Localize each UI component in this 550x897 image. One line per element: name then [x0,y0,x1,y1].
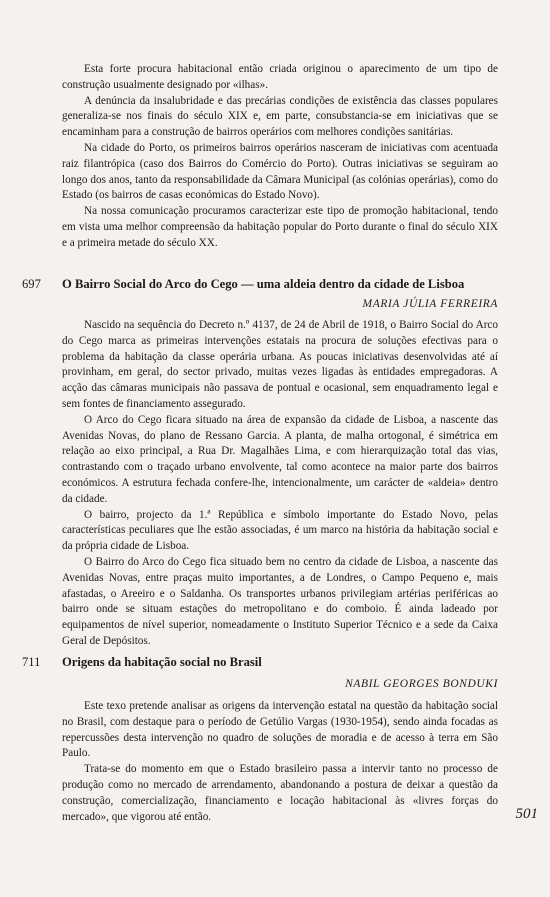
section-title: Origens da habitação social no Brasil [62,655,262,669]
paragraph: Este texo pretende analisar as origens da intervenção estatal na questão da habitação social no Brasil, com destaque para o período de Getúlio Vargas (1930-1954), sendo ainda focadas as repercussões desta intervenção no quadro de soluções de moradia e de acesso à terra em São Paulo. [62,700,498,760]
paragraph: Esta forte procura habitacional então criada originou o aparecimento de um tipo de construção usualmente designado por «ilhas». [62,63,498,91]
author-name: NABIL GEORGES BONDUKI [345,678,498,690]
paragraph: Na cidade do Porto, os primeiros bairros operários nasceram de iniciativas com acentuada raiz filantrópica (caso dos Bairros do Comércio do Porto). Outras iniciativas se seguiram ao longo dos anos, tanto da responsabilidade da Câmara Municipal (as colónias operárias), como do Estado (os bairros de casas económicas do Estado Novo). [62,141,498,202]
paragraph: Na nossa comunicação procuramos caracterizar este tipo de promoção habitacional, tendo em vista uma melhor compreensão da habitação popular do Porto durante o final do século XIX e a primeira metade do século XX. [62,205,498,249]
paragraph: O bairro, projecto da 1.ª República e símbolo importante do Estado Novo, pelas características peculiares que lhe estão associadas, é um marco na história da habitação social e da própria cidade de Lisboa. [62,508,498,553]
section-number: 697 [22,277,41,291]
section-title: O Bairro Social do Arco do Cego — uma aldeia dentro da cidade de Lisboa [62,277,465,291]
page-number: 501 [515,806,538,822]
author-name: MARIA JÚLIA FERREIRA [362,298,498,310]
section-number: 711 [22,655,41,669]
paragraph: Trata-se do momento em que o Estado brasileiro passa a intervir tanto no processo de produção como no mercado de arrendamento, abandonando a postura de deixar a questão da construção, comercialização, financiamento e locação habitacional às «livres forças do mercado», que vigorou até então. [62,763,498,823]
section-body [62,318,498,650]
intro-text [62,62,498,252]
section-body [62,699,498,825]
paragraph: Nascido na sequência do Decreto n.º 4137, de 24 de Abril de 1918, o Bairro Social do Arco do Cego marca as primeiras intervenções estatais na procura de soluções efectivas para o problema da habitação da classe operária urbana. As poucas iniciativas desenvolvidas até aí provinham, em geral, do sector privado, muitas vezes ligadas às entidades empregadoras. A acção das câmaras municipais não passava de pontual e ocasional, sem enquadramento legal e sem fontes de financiamento assegurado. [62,319,498,410]
paragraph: A denúncia da insalubridade e das precárias condições de existência das classes populares generaliza-se nos finais do século XIX e, em parte, consubstancia-se em iniciativas que se encaminham para a construção de bairros operários com melhores condições sanitárias. [62,94,498,139]
paragraph: O Bairro do Arco do Cego fica situado bem no centro da cidade de Lisboa, a nascente das Avenidas Novas, entre praças muito importantes, a de Londres, o Campo Pequeno e, mais afastadas, o Areeiro e o Saldanha. Os transportes urbanos privilegiam artérias periféricas ao bairro onde se situam estações do metropolitano e do comboio. É ainda ladeado por equipamentos de nível superior, nomeadamente o Instituto Superior Técnico e a sede da Caixa Geral de Depósitos. [62,555,498,647]
paragraph: O Arco do Cego ficara situado na área de expansão da cidade de Lisboa, a nascente das Avenidas Novas, do plano de Ressano Garcia. A planta, de malha ortogonal, é simétrica em relação ao eixo principal, a Rua Dr. Magalhães Lima, e com hierarquização total das vias, contrastando com o traçado urbano envolvente, tal como acontece na maior parte dos bairros económicos. A estrutura fechada confere-lhe, intencionalmente, um carácter de «aldeia» dentro da cidade. [62,413,498,505]
